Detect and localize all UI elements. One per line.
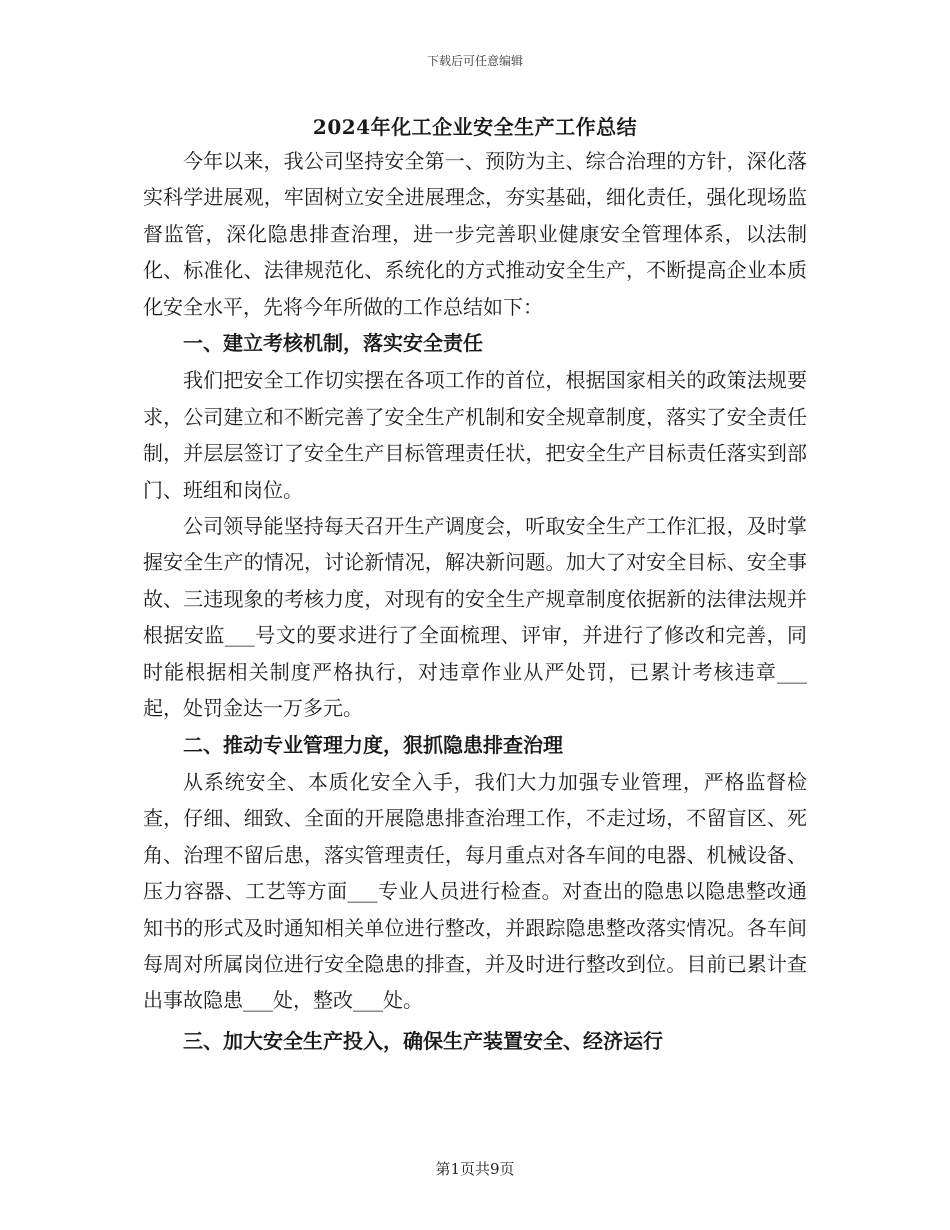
section-3-heading: 三、加大安全生产投入，确保生产装置安全、经济运行 — [183, 1028, 663, 1053]
document-title: 2024年化工企业安全生产工作总结 — [312, 115, 638, 139]
page-number: 第1页共9页 — [435, 1160, 515, 1178]
page-header-note: 下载后可任意编辑 — [426, 54, 523, 68]
section-1-paragraph-1: 我们把安全工作切实摆在各项工作的首位，根据国家相关的政策法规要求，公司建立和不断完善了安全生产机制和安全规章制度，落实了安全责任制，并层层签订了安全生产目标管理责任状，把安全生产目标责任落实到部门、班组和岗位。 — [143, 368, 807, 502]
section-2-heading: 二、推动专业管理力度，狠抓隐患排查治理 — [183, 732, 563, 757]
section-1-paragraph-2: 公司领导能坚持每天召开生产调度会，听取安全生产工作汇报，及时掌握安全生产的情况，讨论新情况，解决新问题。加大了对安全目标、安全事故、三违现象的考核力度，对现有的安全生产规章制度依据新的法律法规并根据安监___号文的要求进行了全面梳理、评审，并进行了修改和完善，同时能根据相关制度严格执行，对违章作业从严处罚，已累计考核违章___起，处罚金达一万多元。 — [143, 514, 807, 721]
intro-paragraph: 今年以来，我公司坚持安全第一、预防为主、综合治理的方针，深化落实科学进展观，牢固树立安全进展理念，夯实基础，细化责任，强化现场监督监管，深化隐患排查治理，进一步完善职业健康安全管理体系，以法制化、标准化、法律规范化、系统化的方式推动安全生产，不断提高企业本质化安全水平，先将今年所做的工作总结如下： — [143, 149, 807, 319]
section-2-paragraph-1: 从系统安全、本质化安全入手，我们大力加强专业管理，严格监督检查，仔细、细致、全面的开展隐患排查治理工作，不走过场，不留盲区、死角、治理不留后患，落实管理责任，每月重点对各车间的电器、机械设备、压力容器、工艺等方面___专业人员进行检查。对查出的隐患以隐患整改通知书的形式及时通知相关单位进行整改，并跟踪隐患整改落实情况。各车间每周对所属岗位进行安全隐患的排查，并及时进行整改到位。目前已累计查出事故隐患___处，整改___处。 — [143, 769, 807, 1013]
section-1-heading: 一、建立考核机制，落实安全责任 — [183, 331, 483, 356]
document-body — [143, 112, 807, 1060]
